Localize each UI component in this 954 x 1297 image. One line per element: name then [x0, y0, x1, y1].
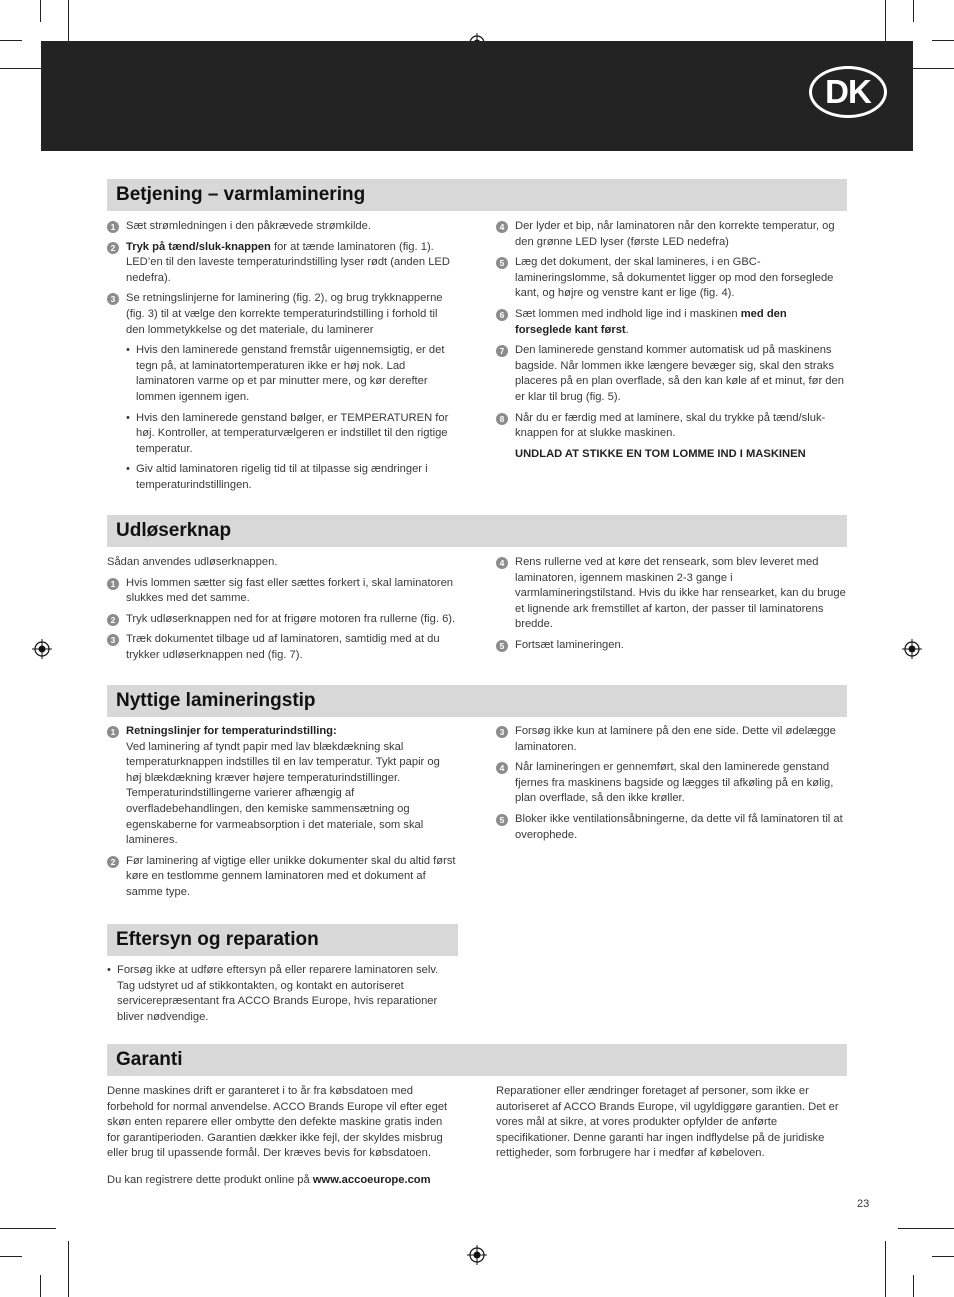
garanti-right-column: [496, 1084, 848, 1167]
step-number-icon: 5: [496, 640, 508, 652]
list-item: 5 Bloker ikke ventilationsåbningerne, da dette vil få laminatoren til at overophede.: [496, 812, 846, 843]
list-item: 4 Når lamineringen er gennemført, skal den laminerede genstand fjernes fra maskinens bagside og lægges til afkøling på en kølig, plan overflade, så den ikke krøller.: [496, 760, 846, 807]
list-item: 1 Retningslinjer for temperaturindstilling: Ved laminering af tyndt papir med lav blækdækning skal temperaturknappen indstilles til en lav temperatur. Tykt papir og høj blækdækning kræver højere temperaturindstillinger. Temperaturindstillingerne varierer afhængig af overfladebehandlingen, den kemiske sammensætning og egenskaberne for varmeabsorption i det materiale, som skal lamineres.: [107, 724, 457, 849]
section-title: Udløserknap: [116, 520, 232, 541]
crop-mark: [0, 40, 22, 41]
step-number-icon: 8: [496, 413, 508, 425]
paragraph: Du kan registrere dette produkt online på www.accoeurope.com: [107, 1173, 431, 1186]
list-item: 4 Der lyder et bip, når laminatoren når den korrekte temperatur, og den grønne LED lyser (første LED nedefra): [496, 219, 846, 250]
step-number-icon: 1: [107, 726, 119, 738]
crop-mark: [932, 40, 954, 41]
step-number-icon: 3: [496, 726, 508, 738]
list-item: 4 Rens rullerne ved at køre det renseark, som blev leveret med laminatoren, igennem maskinen 2-3 gange i varmlamineringstilstand. Hvis du ikke har rensearket, kan du bruge et lignende ark fremstillet af karton, der passer til laminatorens bredde.: [496, 555, 846, 633]
page-number: 23: [857, 1198, 870, 1210]
list-item: 3 Forsøg ikke kun at laminere på den ene side. Dette vil ødelægge laminatoren.: [496, 724, 846, 755]
crop-mark: [885, 1241, 886, 1297]
udloeser-right-column: [496, 555, 846, 659]
section-title: Garanti: [116, 1049, 183, 1070]
garanti-left-column: [107, 1084, 457, 1194]
paragraph: Denne maskines drift er garanteret i to år fra købsdatoen med forbehold for normal anvendelse. ACCO Brands Europe vil efter eget skøn enten reparere eller ombytte den defekte maskine gratis inden for garantiperioden. Garantien dækker ikke fejl, der skyldes misbrug eller brug til upassende formål. Der kræves bevis for købsdatoen.: [107, 1085, 448, 1160]
step-number-icon: 2: [107, 242, 119, 254]
list-item: 2 Tryk udløserknappen ned for at frigøre motoren fra rullerne (fig. 6).: [107, 612, 457, 628]
list-item: 2 Før laminering af vigtige eller unikke dokumenter skal du altid først køre en testlomme gennem laminatoren med et dokument af samme type.: [107, 854, 457, 901]
crop-mark: [932, 1256, 954, 1257]
language-badge: DK: [809, 66, 887, 118]
list-item: 1 Sæt strømledningen i den påkrævede strømkilde.: [107, 219, 457, 235]
section-title: Betjening – varmlaminering: [116, 184, 366, 205]
list-item: 7 Den laminerede genstand kommer automatisk ud på maskinens bagside. Når lommen ikke længere bevæger sig, skal den straks placeres på en plan overflade, så den kan køle af et minut, før den er klar til brug (fig. 5).: [496, 343, 846, 405]
tips-left-column: [107, 724, 457, 906]
step-number-icon: 1: [107, 221, 119, 233]
step-number-icon: 6: [496, 309, 508, 321]
betjening-left-column: [107, 219, 457, 499]
crop-mark: [40, 1275, 41, 1297]
section-title: Nyttige lamineringstip: [116, 690, 316, 711]
crop-mark: [40, 0, 41, 22]
website-link[interactable]: www.accoeurope.com: [312, 1173, 431, 1186]
registration-mark-icon: [467, 1245, 487, 1265]
step-number-icon: 1: [107, 578, 119, 590]
warning-text: UNDLAD AT STIKKE EN TOM LOMME IND I MASKINEN: [515, 447, 806, 460]
crop-mark: [0, 1256, 22, 1257]
step-number-icon: 2: [107, 856, 119, 868]
crop-mark: [913, 0, 914, 22]
bullet-item: • Hvis den laminerede genstand bølger, er TEMPERATUREN for høj. Kontroller, at temperaturvælgeren er indstillet til den rigtige temperatur.: [107, 411, 457, 458]
betjening-right-column: [496, 219, 846, 462]
list-item: 6 Sæt lommen med indhold lige ind i maskinen med den forseglede kant først.: [496, 307, 846, 338]
step-number-icon: 4: [496, 762, 508, 774]
bullet-item: • Forsøg ikke at udføre eftersyn på eller reparere laminatoren selv. Tag udstyret ud af stikkontakten, og kontakt en autoriseret servicerepræsentant fra ACCO Brands Europe, hvis reparationer bliver nødvendige.: [107, 963, 457, 1025]
step-number-icon: 3: [107, 293, 119, 305]
header-band: [41, 41, 913, 151]
step-number-icon: 2: [107, 614, 119, 626]
tips-right-column: [496, 724, 846, 848]
section-heading-betjening: [107, 179, 847, 211]
bullet-item: • Giv altid laminatoren rigelig tid til at tilpasse sig ændringer i temperaturindstillingen.: [107, 462, 457, 493]
section-heading-eftersyn: [107, 924, 458, 956]
list-item: 3 Træk dokumentet tilbage ud af laminatoren, samtidig med at du trykker udløserknappen ned (fig. 7).: [107, 632, 457, 663]
registration-mark-icon: [902, 639, 922, 659]
step-number-icon: 4: [496, 557, 508, 569]
eftersyn-column: [107, 963, 457, 1030]
step-number-icon: 3: [107, 634, 119, 646]
section-title: Eftersyn og reparation: [116, 929, 319, 950]
crop-mark: [68, 1241, 69, 1297]
list-item: 8 Når du er færdig med at laminere, skal du trykke på tænd/sluk-knappen for at slukke maskinen.: [496, 411, 846, 442]
list-item: 5 Fortsæt lamineringen.: [496, 638, 846, 654]
registration-mark-icon: [32, 639, 52, 659]
crop-mark: [0, 1228, 56, 1229]
section-heading-tips: [107, 685, 847, 717]
list-item: 5 Læg det dokument, der skal lamineres, i en GBC-lamineringslomme, så dokumentet ligger op mod den forseglede kant, og højre og venstre kant er lige (fig. 4).: [496, 255, 846, 302]
step-number-icon: 4: [496, 221, 508, 233]
list-item: 1 Hvis lommen sætter sig fast eller sættes forkert i, skal laminatoren slukkes med det samme.: [107, 576, 457, 607]
step-number-icon: 5: [496, 257, 508, 269]
list-item: 2 Tryk på tænd/sluk-knappen for at tænde laminatoren (fig. 1). LED’en til den laveste temperaturindstilling lyser rødt (anden LED nedefra).: [107, 240, 457, 287]
paragraph: Reparationer eller ændringer foretaget af personer, som ikke er autoriseret af ACCO Brands Europe, vil ugyldiggøre garantien. Det er vores mål at sikre, at vores produkter opfylder de anførte specifikationer. Denne garanti har ingen indflydelse på de juridiske rettigheder, som forbrugere har i medfør af købeloven.: [496, 1085, 839, 1160]
bullet-item: • Hvis den laminerede genstand fremstår uigennemsigtig, er det tegn på, at laminatortemperaturen ikke er høj nok. Lad laminatoren varme op et par minutter mere, og kør derefter lommen igennem igen.: [107, 343, 457, 405]
list-item: 3 Se retningslinjerne for laminering (fig. 2), og brug trykknapperne (fig. 3) til at vælge den korrekte temperaturindstilling i forhold til den lommetykkelse og det materiale, du laminerer: [107, 291, 457, 338]
crop-mark: [913, 1275, 914, 1297]
crop-mark: [898, 1228, 954, 1229]
udloeser-left-column: [107, 555, 457, 669]
intro-text: Sådan anvendes udløserknappen.: [107, 556, 278, 568]
section-heading-garanti: [107, 1044, 847, 1076]
step-number-icon: 7: [496, 345, 508, 357]
section-heading-udloeserknap: [107, 515, 847, 547]
step-number-icon: 5: [496, 814, 508, 826]
